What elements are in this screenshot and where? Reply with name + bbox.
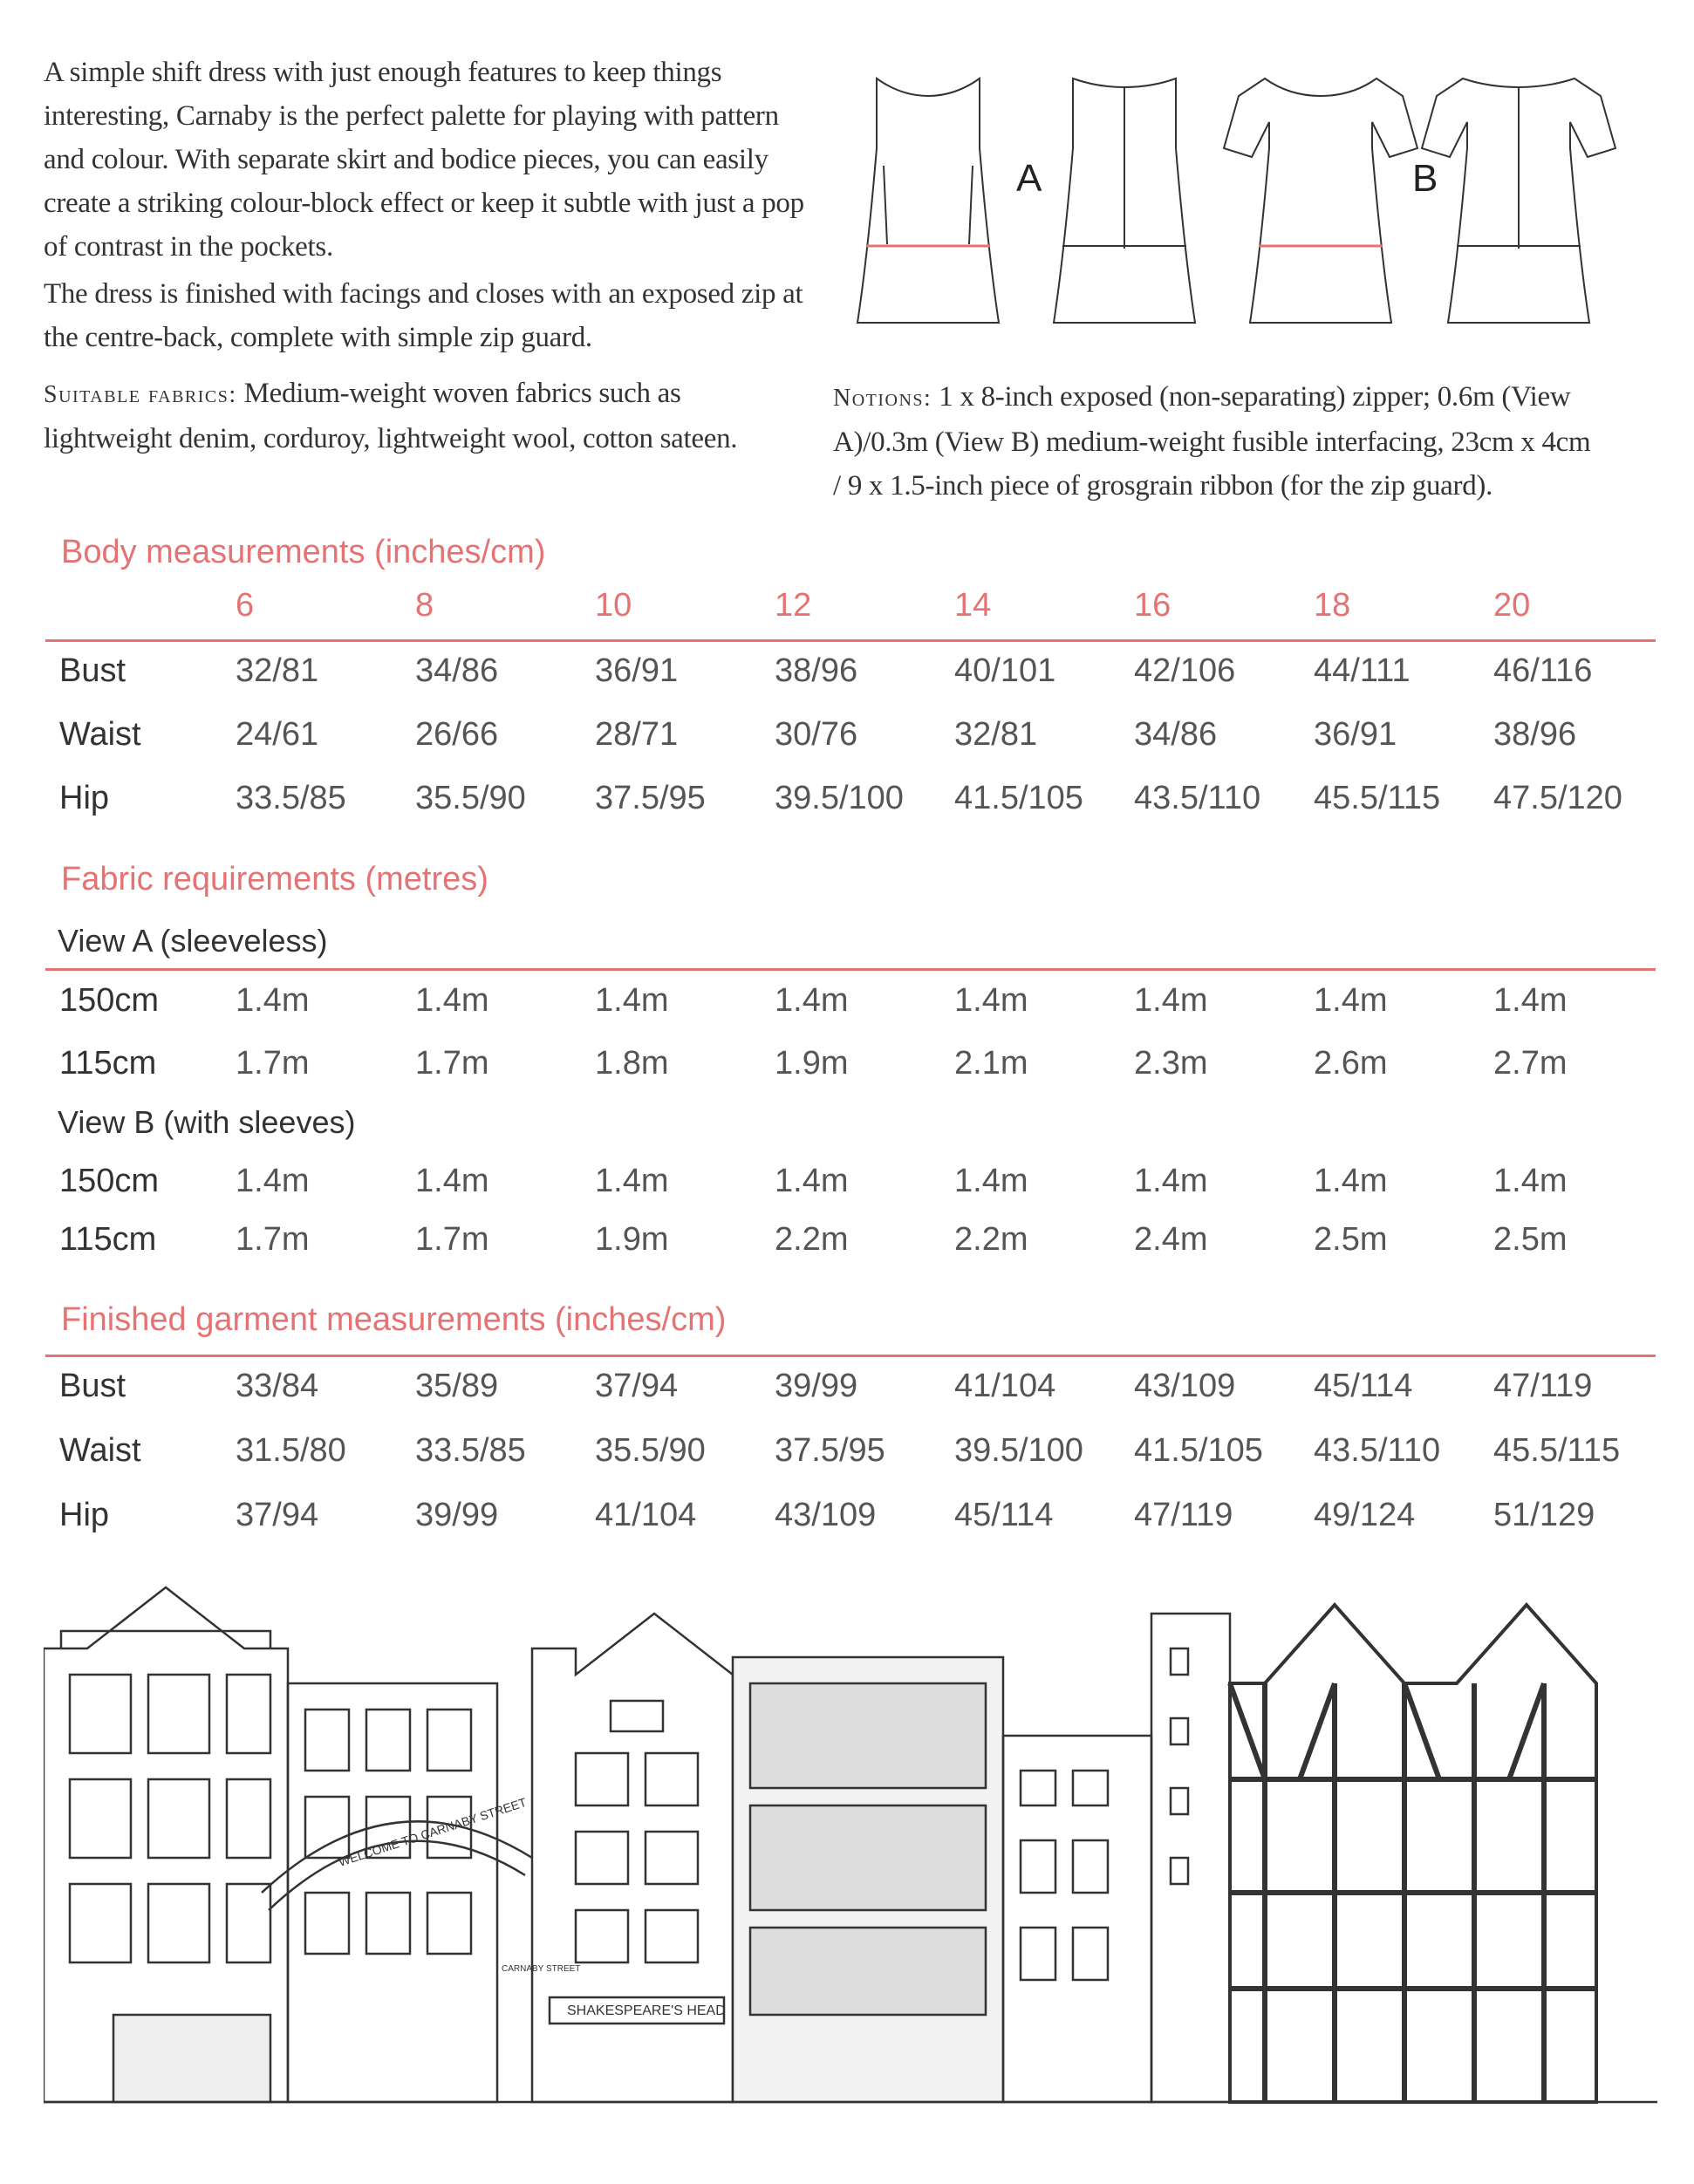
table-cell: 2.6m — [1314, 1045, 1388, 1082]
table-cell: 1.4m — [415, 982, 489, 1019]
table-cell: 35.5/90 — [595, 1432, 706, 1469]
row-label: 150cm — [59, 1163, 160, 1199]
table-cell: 2.2m — [775, 1221, 849, 1258]
table-cell: 1.7m — [415, 1045, 489, 1082]
row-label: Hip — [59, 780, 110, 816]
table-cell: 1.4m — [236, 1163, 310, 1199]
size-header: 12 — [775, 587, 812, 624]
table-row — [0, 652, 1694, 696]
table-cell: 41.5/105 — [1134, 1432, 1263, 1469]
table-cell: 49/124 — [1314, 1497, 1416, 1533]
table-row — [0, 1432, 1694, 1476]
finished-measurements-title: Finished garment measurements (inches/cm) — [61, 1301, 727, 1338]
table-cell: 1.4m — [954, 982, 1028, 1019]
table-cell: 45.5/115 — [1314, 780, 1441, 816]
table-row — [0, 982, 1694, 1026]
table-cell: 38/96 — [775, 652, 858, 689]
table-cell: 37/94 — [595, 1368, 679, 1404]
table-cell: 44/111 — [1314, 652, 1411, 689]
notions-content: 1 x 8-inch exposed (non-separating) zipper; 0.6m (View A)/0.3m (View B) medium-weight fusible interfacing, 23cm x 4cm / 9 x 1.5-inch piece of grosgrain ribbon (for the zip guard). — [833, 381, 1591, 502]
table-row — [0, 716, 1694, 760]
table-cell: 1.4m — [236, 982, 310, 1019]
table-cell: 43.5/110 — [1314, 1432, 1441, 1469]
table-cell: 1.4m — [595, 1163, 669, 1199]
table-cell: 42/106 — [1134, 652, 1236, 689]
row-label: 115cm — [59, 1221, 157, 1258]
table-cell: 37/94 — [236, 1497, 319, 1533]
size-header: 20 — [1493, 587, 1531, 624]
table-cell: 1.4m — [595, 982, 669, 1019]
arch-sign-text: WELCOME TO CARNABY STREET — [336, 1794, 529, 1869]
table-cell: 2.5m — [1314, 1221, 1388, 1258]
row-label: 115cm — [59, 1045, 157, 1082]
view-a-label: A — [1016, 157, 1042, 200]
table-cell: 43/109 — [1134, 1368, 1236, 1404]
table-cell: 33/84 — [236, 1368, 319, 1404]
table-cell: 28/71 — [595, 716, 679, 753]
suitable-fabrics-label: Suitable fabrics: — [44, 381, 237, 408]
table-cell: 47/119 — [1493, 1368, 1593, 1404]
table-cell: 24/61 — [236, 716, 319, 753]
row-label: Hip — [59, 1497, 110, 1533]
table-cell: 1.4m — [1314, 1163, 1388, 1199]
table-cell: 40/101 — [954, 652, 1056, 689]
table-cell: 36/91 — [1314, 716, 1397, 753]
table-row — [0, 780, 1694, 823]
intro-paragraph-2: The dress is finished with facings and closes with an exposed zip at the centre-back, complete with simple zip guard. — [44, 278, 803, 353]
table-cell: 1.4m — [954, 1163, 1028, 1199]
table-cell: 1.8m — [595, 1045, 669, 1082]
table-cell: 1.4m — [1134, 1163, 1208, 1199]
table-cell: 47.5/120 — [1493, 780, 1622, 816]
table-cell: 1.4m — [1493, 1163, 1568, 1199]
table-cell: 39/99 — [775, 1368, 858, 1404]
table-cell: 37.5/95 — [775, 1432, 885, 1469]
view-b-subheading: View B (with sleeves) — [58, 1104, 356, 1140]
table-cell: 1.4m — [1493, 982, 1568, 1019]
table-cell: 1.4m — [775, 1163, 849, 1199]
table-cell: 38/96 — [1493, 716, 1577, 753]
table-cell: 45.5/115 — [1493, 1432, 1621, 1469]
fabric-requirements-title: Fabric requirements (metres) — [61, 861, 488, 897]
table-cell: 1.7m — [236, 1045, 310, 1082]
divider — [45, 639, 1656, 642]
size-header: 10 — [595, 587, 632, 624]
table-cell: 2.7m — [1493, 1045, 1568, 1082]
table-cell: 34/86 — [415, 652, 499, 689]
row-label: 150cm — [59, 982, 160, 1019]
size-header: 14 — [954, 587, 992, 624]
table-cell: 1.9m — [775, 1045, 849, 1082]
table-cell: 1.7m — [236, 1221, 310, 1258]
size-header: 16 — [1134, 587, 1171, 624]
table-cell: 1.9m — [595, 1221, 669, 1258]
table-cell: 41/104 — [954, 1368, 1056, 1404]
table-cell: 31.5/80 — [236, 1432, 346, 1469]
table-cell: 30/76 — [775, 716, 858, 753]
table-cell: 36/91 — [595, 652, 679, 689]
view-a-subheading: View A (sleeveless) — [58, 923, 328, 959]
table-cell: 41.5/105 — [954, 780, 1083, 816]
carnaby-street-illustration — [44, 1579, 1657, 2172]
table-cell: 35.5/90 — [415, 780, 526, 816]
table-cell: 47/119 — [1134, 1497, 1233, 1533]
table-row — [0, 1045, 1694, 1089]
pub-sign-text: SHAKESPEARE'S HEAD — [567, 2003, 726, 2018]
table-row — [0, 1497, 1694, 1540]
divider — [45, 968, 1656, 971]
view-b-label: B — [1412, 157, 1438, 200]
size-header: 8 — [415, 587, 434, 624]
table-row — [0, 1221, 1694, 1265]
table-cell: 32/81 — [236, 652, 319, 689]
table-cell: 45/114 — [1314, 1368, 1413, 1404]
suitable-fabrics-text: Medium-weight woven fabrics such as lightweight denim, corduroy, lightweight wool, cotton sateen. — [44, 378, 738, 454]
dress-flats-drawing — [850, 61, 1662, 349]
table-cell: 1.4m — [415, 1163, 489, 1199]
notions-label: Notions: — [833, 385, 932, 412]
notions-text — [833, 375, 1601, 508]
table-cell: 2.5m — [1493, 1221, 1568, 1258]
body-measurements-title: Body measurements (inches/cm) — [61, 534, 546, 570]
table-cell: 33.5/85 — [236, 780, 346, 816]
row-label: Bust — [59, 652, 126, 689]
table-cell: 46/116 — [1493, 652, 1593, 689]
table-cell: 39/99 — [415, 1497, 499, 1533]
table-cell: 37.5/95 — [595, 780, 706, 816]
intro-text — [44, 51, 811, 464]
table-cell: 1.4m — [1314, 982, 1388, 1019]
table-cell: 2.4m — [1134, 1221, 1208, 1258]
row-label: Bust — [59, 1368, 126, 1404]
table-cell: 43/109 — [775, 1497, 877, 1533]
table-cell: 2.3m — [1134, 1045, 1208, 1082]
table-cell: 33.5/85 — [415, 1432, 526, 1469]
table-row — [0, 1163, 1694, 1206]
table-cell: 34/86 — [1134, 716, 1218, 753]
row-label: Waist — [59, 716, 141, 753]
table-cell: 1.4m — [775, 982, 849, 1019]
table-cell: 39.5/100 — [775, 780, 904, 816]
street-drawing — [44, 1579, 1657, 2172]
table-cell: 2.1m — [954, 1045, 1028, 1082]
table-cell: 45/114 — [954, 1497, 1054, 1533]
table-row — [0, 1368, 1694, 1411]
table-cell: 39.5/100 — [954, 1432, 1083, 1469]
dress-flats — [850, 61, 1662, 349]
table-cell: 1.4m — [1134, 982, 1208, 1019]
size-header: 6 — [236, 587, 255, 624]
table-cell: 51/129 — [1493, 1497, 1595, 1533]
intro-paragraph-1: A simple shift dress with just enough features to keep things interesting, Carnaby is the perfect palette for playing with pattern and colour. With separate skirt and bodice pieces, you can easily create a striking colour-block effect or keep it subtle with just a pop of contrast in the pockets. — [44, 57, 804, 263]
suitable-fabrics — [44, 372, 811, 461]
size-header-row — [0, 587, 1694, 631]
table-cell: 35/89 — [415, 1368, 499, 1404]
street-sign-text: CARNABY STREET — [502, 1964, 581, 1974]
table-cell: 32/81 — [954, 716, 1038, 753]
row-label: Waist — [59, 1432, 141, 1469]
table-cell: 1.7m — [415, 1221, 489, 1258]
table-cell: 26/66 — [415, 716, 499, 753]
divider — [45, 1355, 1656, 1357]
size-header: 18 — [1314, 587, 1351, 624]
table-cell: 41/104 — [595, 1497, 697, 1533]
table-cell: 2.2m — [954, 1221, 1028, 1258]
table-cell: 43.5/110 — [1134, 780, 1261, 816]
